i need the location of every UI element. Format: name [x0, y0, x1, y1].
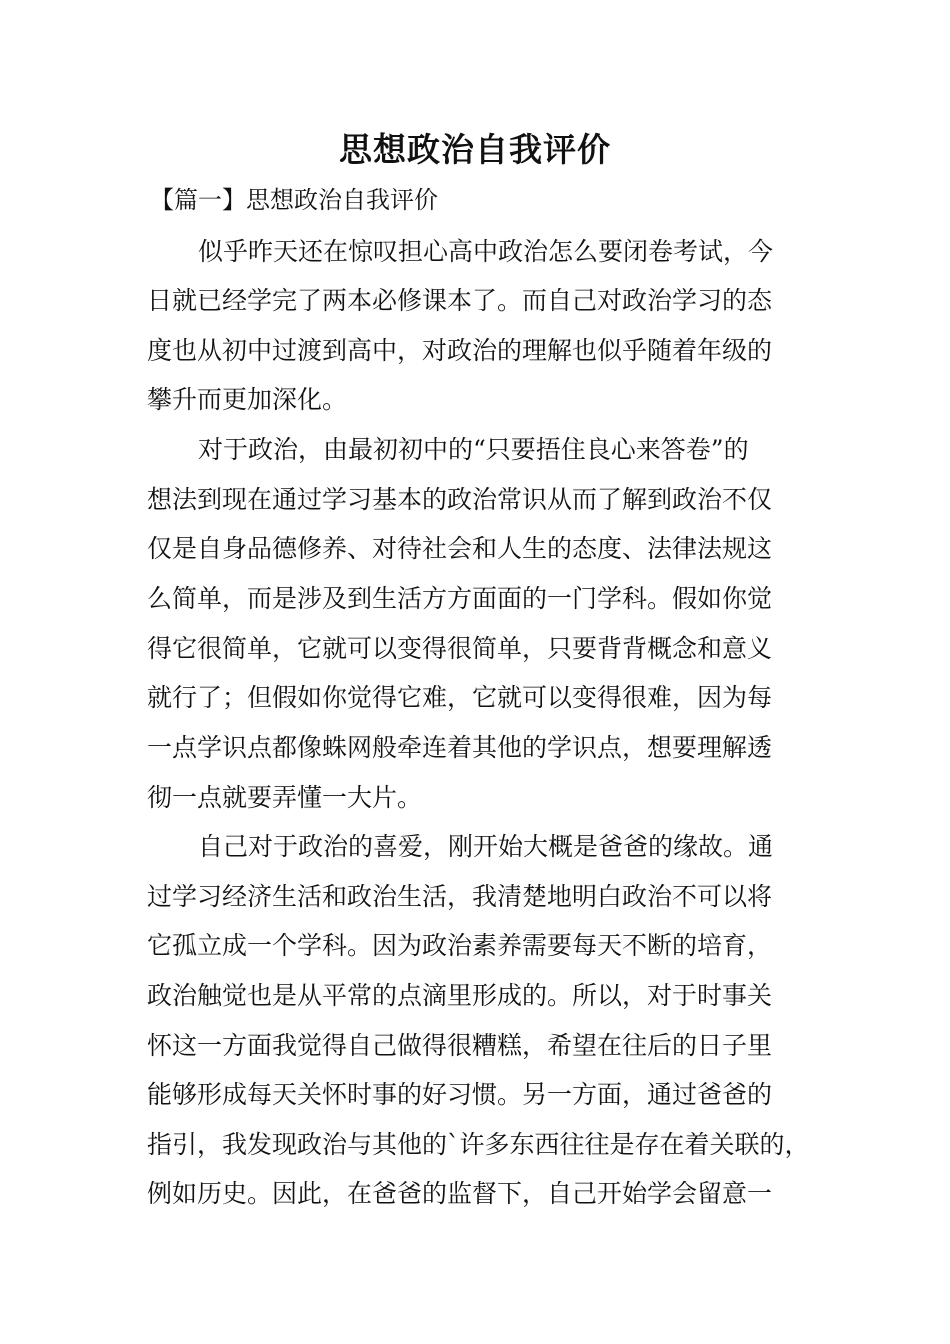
text-line: 仅是自身品德修养、对待社会和人生的态度、法律法规这 [147, 534, 773, 563]
text-line: 例如历史。因此，在爸爸的监督下，自己开始学会留意一 [147, 1179, 773, 1208]
text-line: 一点学识点都像蛛网般牵连着其他的学识点，想要理解透 [147, 733, 773, 762]
text-line: 政治触觉也是从平常的点滴里形成的。所以，对于时事关 [147, 981, 773, 1010]
text-line: 想法到现在通过学习基本的政治常识从而了解到政治不仅 [147, 485, 773, 514]
text-line: 自己对于政治的喜爱，刚开始大概是爸爸的缘故。通 [198, 832, 774, 861]
text-line: 过学习经济生活和政治生活，我清楚地明白政治不可以将 [147, 882, 773, 911]
text-line: 彻一点就要弄懂一大片。 [147, 783, 423, 812]
text-line: 得它很简单，它就可以变得很简单，只要背背概念和意义 [147, 634, 773, 663]
text-line: 么简单，而是涉及到生活方方面面的一门学科。假如你觉 [147, 584, 773, 613]
page-title: 思想政治自我评价 [339, 130, 611, 169]
text-line: 就行了；但假如你觉得它难，它就可以变得很难，因为每 [147, 683, 773, 712]
section-heading: 【篇一】思想政治自我评价 [150, 186, 438, 214]
text-line: 攀升而更加深化。 [147, 385, 348, 414]
text-line: 似乎昨天还在惊叹担心高中政治怎么要闭卷考试，今 [198, 237, 774, 266]
text-line: 对于政治，由最初初中的“只要捂住良心来答卷”的 [198, 435, 749, 464]
text-line: 度也从初中过渡到高中，对政治的理解也似乎随着年级的 [147, 336, 773, 365]
text-line: 它孤立成一个学科。因为政治素养需要每天不断的培育， [147, 931, 773, 960]
text-line: 能够形成每天关怀时事的好习惯。另一方面，通过爸爸的 [147, 1080, 773, 1109]
text-line: 怀这一方面我觉得自己做得很糟糕，希望在往后的日子里 [147, 1031, 773, 1060]
text-line: 指引，我发现政治与其他的`许多东西往往是存在着关联的， [147, 1130, 810, 1159]
text-line: 日就已经学完了两本必修课本了。而自己对政治学习的态 [147, 286, 773, 315]
